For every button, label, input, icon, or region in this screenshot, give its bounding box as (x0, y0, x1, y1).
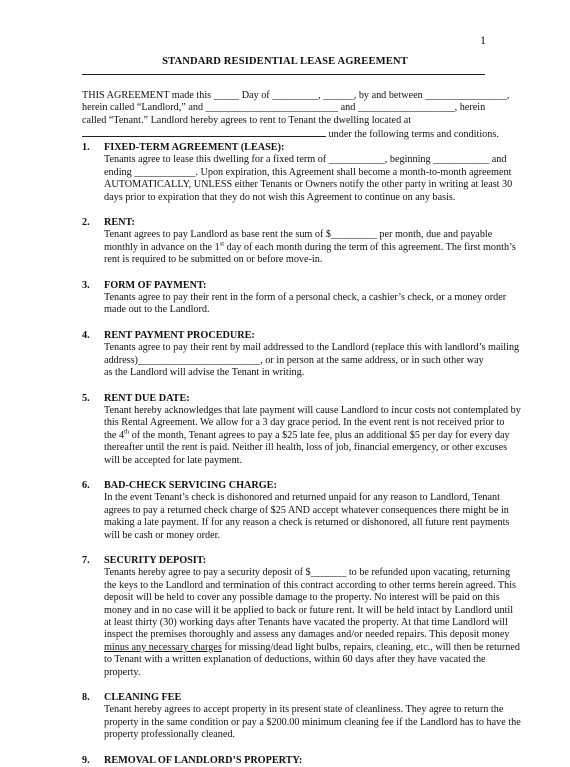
section-fixed-term (82, 142, 513, 204)
section-rent-due-date (82, 392, 521, 467)
underlined-text: minus any necessary charges (104, 641, 222, 653)
section-line: days prior to expiration that they do not wish this Agreement to continue on any basis. (104, 191, 456, 203)
section-rent-payment-procedure (82, 329, 520, 380)
section-number: 8. (82, 692, 90, 704)
page-number: 1 (480, 33, 486, 47)
text-run: for missing/dead light bulbs, repairs, cleaning, etc., will then be returned (221, 641, 520, 653)
section-removal-of-property (82, 755, 488, 767)
section-number: 3. (82, 279, 90, 291)
document-title: STANDARD RESIDENTIAL LEASE AGREEMENT (162, 56, 408, 67)
section-line: to Tenant with a written explanation of deductions, within 60 days after they have vacated the (104, 654, 486, 666)
section-heading: RENT PAYMENT PROCEDURE: (104, 329, 255, 341)
section-line: property. (104, 666, 141, 678)
section-line: will be accepted for late payment. (104, 454, 243, 466)
intro-line (82, 127, 499, 141)
intro-line: called “Tenant.” Landlord hereby agrees to rent to Tenant the dwelling located at (82, 114, 412, 126)
section-number: 1. (82, 142, 90, 153)
section-heading: RENT DUE DATE: (104, 392, 190, 404)
section-line: deposit will be held to cover any possible damage to the property. No interest will be paid on this (104, 592, 500, 604)
lease-sections (82, 142, 521, 767)
section-line: inspect the premises thoroughly and assess any damages and/or needed repairs. This deposit money (104, 629, 510, 641)
intro-line: THIS AGREEMENT made this _____ Day of _________, ______, by and between ________________, (82, 90, 510, 101)
section-line: making a late payment. If for any reason a check is returned or dishonored, all future rent payments (104, 517, 510, 529)
section-cleaning-fee (82, 692, 521, 742)
section-bad-check-charge (82, 479, 510, 542)
section-line: Tenants agree to lease this dwelling for a fixed term of ___________, beginning ___________ and (104, 154, 507, 166)
ordinal-suffix: st (219, 240, 225, 248)
section-security-deposit (82, 554, 520, 679)
section-line: this Rental Agreement. We allow for a 3 day grace period. In the event rent is not received prior to (104, 417, 505, 429)
section-line: Tenants agree to pay their rent in the form of a personal check, a cashier’s check, or a money order (104, 292, 507, 304)
section-heading: REMOVAL OF LANDLORD’S PROPERTY: (104, 754, 303, 766)
section-line (104, 641, 520, 654)
section-heading: RENT: (104, 217, 135, 229)
section-line: property in the same condition or pay a $200.00 minimum cleaning fee if the Landlord has to have the (104, 716, 521, 728)
section-line: address)________________________, or in person at the same address, or in such other way (104, 354, 484, 366)
section-number: 7. (82, 554, 90, 566)
section-line: AUTOMATICALLY, UNLESS either Tenants or Owners notify the other party in writing at least 30 (104, 179, 513, 191)
text-run: of the month, Tenant agrees to pay a $25 late fee, plus an additional $5 per day for every day (129, 429, 510, 441)
section-heading: CLEANING FEE (104, 692, 182, 704)
intro-line-suffix: under the following terms and conditions. (328, 129, 499, 141)
section-line: will be cash or money order. (104, 529, 220, 541)
section-line: thereafter until the rent is paid. Neither ill health, loss of job, financial emergency, or other excuses (104, 442, 508, 454)
section-line: ending ____________. Upon expiration, this Agreement shall become a month-to-month agreement (104, 166, 512, 178)
section-line: the keys to the Landlord and termination of this contract according to other terms herein agreed. This (104, 579, 516, 591)
section-line: Tenant agrees to pay Landlord as base rent the sum of $_________ per month, due and payable (104, 229, 493, 241)
section-heading: FORM OF PAYMENT: (104, 279, 207, 291)
section-line: made out to the Landlord. (104, 304, 210, 316)
section-number: 6. (82, 479, 90, 491)
section-line: In the event Tenant’s check is dishonored and returned unpaid for any reason to Landlord, Tenant (104, 492, 500, 504)
section-line: property professionally cleaned. (104, 729, 235, 741)
section-line: Tenants agree to pay their rent by mail addressed to the Landlord (replace this with landlord’s mailing (104, 342, 520, 354)
address-blank (82, 127, 326, 137)
text-run: monthly in advance on the 1 (104, 241, 220, 253)
section-line: rent is required to be submitted on or before move-in. (104, 254, 323, 266)
section-heading: BAD-CHECK SERVICING CHARGE: (104, 479, 277, 491)
section-number: 2. (82, 217, 90, 229)
section-line: at least thirty (30) working days after Tenants have vacated the property. At that time Landlord will (104, 617, 508, 628)
intro-line: herein called “Landlord,” and __________________________ and ___________________, herein (82, 102, 486, 114)
section-line: Tenant hereby acknowledges that late payment will cause Landlord to incur costs not contemplated by (104, 404, 521, 416)
section-rent (82, 217, 516, 267)
section-form-of-payment (82, 279, 507, 317)
section-line: as the Landlord will advise the Tenant in writing. (104, 367, 305, 379)
text-run: the 4 (104, 429, 125, 441)
ordinal-suffix: th (124, 428, 130, 436)
text-run: day of each month during the term of this agreement. The first month’s (224, 241, 516, 253)
section-heading: FIXED-TERM AGREEMENT (LEASE): (104, 142, 285, 153)
section-line: money and in no case will it be applied to back or future rent. It will be held intact by Landlord until (104, 604, 514, 616)
section-line: Tenants hereby agree to pay a security deposit of $_______ to be refunded upon vacating, returning (104, 567, 511, 579)
intro-paragraph (82, 90, 510, 142)
section-number: 4. (82, 329, 90, 341)
section-heading: SECURITY DEPOSIT: (104, 554, 207, 566)
title-rule (82, 74, 485, 75)
section-line (104, 240, 516, 254)
section-line (104, 428, 510, 442)
section-line: agrees to pay a returned check charge of $25 AND accept whatever consequences there might be in (104, 504, 509, 516)
section-number: 9. (82, 754, 90, 766)
section-line: Tenant hereby agrees to accept property in its present state of cleanliness. They agree to return the (104, 704, 504, 716)
section-number: 5. (82, 392, 90, 404)
